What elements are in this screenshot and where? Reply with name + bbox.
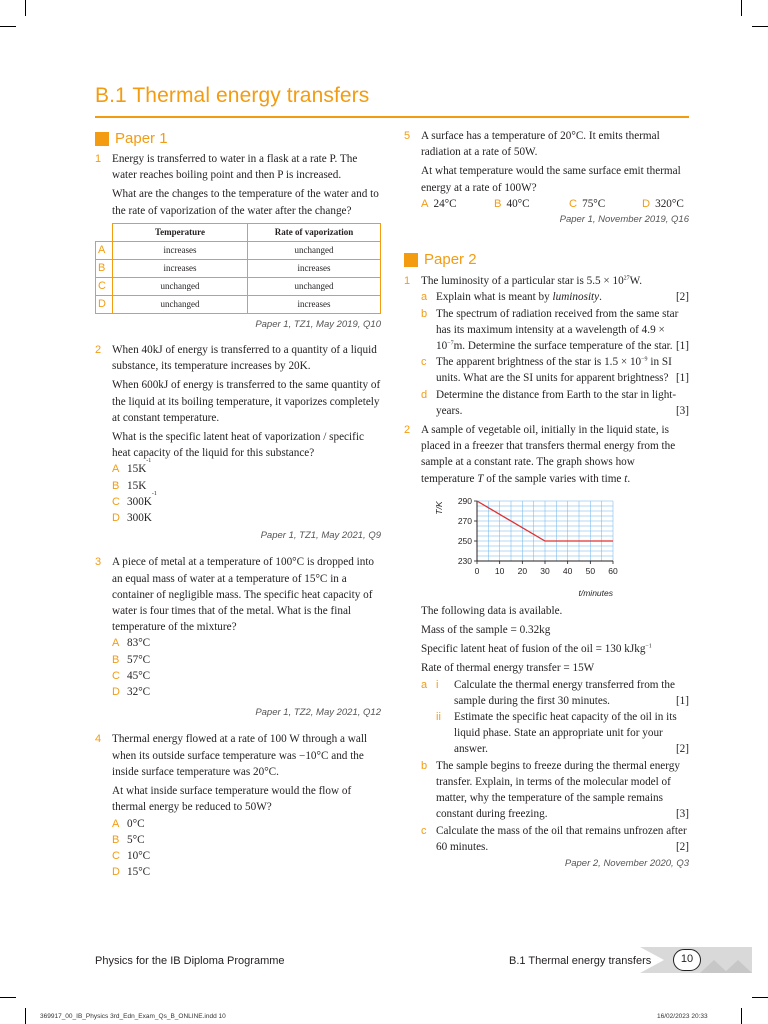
table-header: Rate of vaporization [248, 223, 381, 241]
print-slug-date: 16/02/2023 20:33 [657, 1013, 708, 1020]
y-tick-label: 250 [457, 535, 472, 546]
variable-T: T [477, 472, 484, 485]
superscript: −9 [641, 356, 648, 363]
table-row [96, 295, 381, 313]
sub-question-a-ii [421, 709, 689, 758]
question-source: Paper 2, November 2020, Q3 [564, 857, 689, 869]
option-letter: C [112, 849, 120, 862]
option [112, 848, 381, 864]
question-4 [95, 731, 381, 880]
question-text: At what temperature would the same surface emit thermal energy at a rate of 100W? [421, 165, 681, 194]
option-letter: A [112, 637, 120, 650]
option-text: 57°C [127, 653, 151, 666]
sub-question-b [421, 758, 689, 823]
question-source: Paper 1, TZ2, May 2021, Q12 [255, 707, 381, 719]
option-superscript: -1 [146, 458, 152, 465]
option-letter: B [112, 833, 120, 846]
question-source: Paper 1, November 2019, Q16 [559, 214, 689, 226]
superscript: −1 [645, 643, 652, 650]
option-label: D [96, 295, 113, 313]
question-number: 3 [95, 556, 102, 569]
part-text: The sample begins to freeze during the thermal energy transfer. Explain, in terms of the molecular model of matter, why the temperature of the sample remains constant during freezing. [436, 759, 680, 821]
y-axis-label: T/K [434, 501, 444, 515]
option-text: 24°C [433, 197, 457, 210]
part-roman: i [436, 678, 439, 691]
part-letter: a [421, 678, 428, 691]
paper2-question-2 [404, 422, 689, 872]
option-text: 45°C [127, 669, 151, 682]
table-cell: unchanged [248, 241, 381, 259]
table-cell: unchanged [248, 277, 381, 295]
question-text: At what inside surface temperature would the flow of thermal energy be reduced to 50W? [112, 785, 352, 814]
question-text: What is the specific latent heat of vaporization / specific heat capacity of the liquid for this substance? [112, 431, 364, 460]
part-text: Estimate the specific heat capacity of the oil in its liquid phase. State an appropriate unit for your answer. [454, 711, 677, 756]
table-cell: unchanged [113, 277, 248, 295]
footer-book-title: Physics for the IB Diploma Programme [95, 955, 285, 967]
option [112, 458, 381, 477]
option-label: A [96, 241, 113, 259]
question-5 [404, 128, 689, 212]
option [112, 668, 381, 684]
sub-question-a-i [421, 677, 689, 709]
part-letter: d [421, 388, 428, 401]
sub-question-b [421, 306, 689, 355]
option-text: 300K [127, 495, 152, 508]
option-letter: A [112, 463, 120, 476]
paper2-heading-text: Paper 2 [424, 251, 477, 269]
paper2-heading [404, 249, 689, 271]
question-text-part: of the sample varies with time [483, 472, 625, 485]
marks: [1] [675, 694, 689, 707]
sub-question-d [421, 387, 689, 419]
option-text: 83°C [127, 637, 151, 650]
option-text: 15°C [127, 866, 151, 879]
x-tick-label: 40 [562, 565, 573, 576]
part-letter: a [421, 291, 428, 304]
question-text: A surface has a temperature of 20°C. It emits thermal radiation at a rate of 50W. [421, 130, 660, 159]
x-tick-label: 20 [517, 565, 528, 576]
data-intro: The following data is available. [421, 604, 563, 617]
question-text: When 40kJ of energy is transferred to a quantity of a liquid substance, its temperature increases by 20K. [112, 344, 377, 373]
y-tick-label: 290 [457, 495, 472, 506]
option [112, 635, 381, 651]
question-text [421, 422, 689, 487]
option [112, 510, 381, 526]
question-text-part: A sample of vegetable oil, initially in the liquid state, is placed in a freezer that transfers thermal energy from the sample at a constant rate. The graph shows how temperature [421, 424, 676, 485]
x-tick-label: 60 [608, 565, 618, 576]
question-number: 5 [404, 130, 411, 142]
table-row [96, 277, 381, 295]
table-cell: increases [113, 241, 248, 259]
heading-square-icon [95, 132, 109, 146]
part-letter: b [421, 307, 428, 320]
question-1 [95, 151, 381, 219]
part-text: . [599, 291, 602, 304]
data-line [421, 641, 689, 657]
option [112, 816, 381, 832]
sub-question-c [421, 823, 689, 855]
data-line: Rate of thermal energy transfer = 15W [421, 662, 595, 675]
question-text-part: . [627, 472, 631, 485]
sub-question-c [421, 354, 689, 386]
option-text: 15K [127, 479, 147, 492]
option-letter: D [112, 512, 120, 525]
question-number: 1 [404, 275, 411, 288]
part-text: Calculate the thermal energy transferred from the sample during the first 30 minutes. [454, 678, 675, 707]
option-superscript: -1 [151, 490, 157, 497]
option [112, 490, 381, 510]
question-text: Energy is transferred to water in a flask at a rate P. The water reaches boiling point and then P is increased. [112, 153, 358, 182]
option-text: 10°C [127, 849, 151, 862]
x-tick-label: 10 [494, 565, 505, 576]
question-3 [95, 554, 381, 700]
option-text: 5°C [127, 833, 145, 846]
question-text: Thermal energy flowed at a rate of 100 W through a wall when its outside surface temperature was −10°C and the inside surface temperature was 20°C. [112, 733, 368, 778]
option-letter: C [569, 197, 578, 210]
part-text: in SI units. What are the SI units for apparent brightness? [436, 356, 672, 385]
option-letter: B [112, 479, 120, 492]
page-number: 10 [673, 949, 701, 971]
paper1-heading-text: Paper 1 [115, 129, 168, 147]
part-text: Explain what is meant by [436, 291, 553, 304]
option-text: 0°C [127, 817, 145, 830]
marks: [2] [675, 291, 689, 304]
question-text: When 600kJ of energy is transferred to the same quantity of the liquid at its boiling temperature, it vaporizes completely at constant temperature. [112, 379, 381, 424]
page-title: B.1 Thermal energy transfers [95, 84, 370, 107]
print-slug-filename: 369917_00_IB_Physics 3rd_Edn_Exam_Qs_B_ONLINE.indd 10 [40, 1013, 226, 1020]
option-letter: A [421, 197, 429, 210]
part-text: The spectrum of radiation received from the same star has its maximum intensity at a wavelength of 4.9 × 10 [436, 307, 679, 353]
temperature-time-graph [421, 491, 621, 597]
left-column [95, 128, 381, 880]
superscript: −7 [447, 340, 454, 347]
option-label: B [96, 259, 113, 277]
option-label: C [96, 277, 113, 295]
y-tick-label: 230 [457, 555, 472, 566]
table-cell: unchanged [113, 295, 248, 313]
question-number: 2 [404, 424, 411, 437]
x-tick-label: 0 [474, 565, 480, 576]
question-text: What are the changes to the temperature of the water and to the rate of vaporization of the water after the change? [112, 188, 379, 217]
question-source: Paper 1, TZ1, May 2019, Q10 [255, 318, 381, 330]
intro-text: The luminosity of a particular star is 5.5 × 10 [421, 275, 624, 288]
marks: [2] [675, 743, 689, 756]
part-text: The apparent brightness of the star is 1.5 × 10 [436, 356, 642, 369]
title-rule [95, 116, 689, 118]
part-letter: b [421, 759, 428, 772]
table-cell: increases [248, 259, 381, 277]
option [112, 684, 381, 700]
data-line: Mass of the sample = 0.32kg [421, 624, 551, 637]
marks: [3] [675, 808, 689, 821]
question-source: Paper 1, TZ1, May 2021, Q9 [260, 530, 381, 542]
option-letter: D [112, 866, 120, 879]
question-number: 2 [95, 344, 102, 357]
sub-question-a [421, 289, 689, 305]
right-column [404, 128, 689, 872]
paper1-heading [95, 128, 381, 150]
x-tick-label: 30 [540, 565, 550, 576]
option-text: 40°C [506, 197, 530, 210]
table-cell: increases [248, 295, 381, 313]
part-text: Determine the distance from Earth to the star in light-years. [436, 388, 677, 417]
option-text: 320°C [655, 197, 684, 210]
option [112, 864, 381, 880]
option-letter: C [112, 495, 120, 508]
intro-end: W. [629, 275, 642, 288]
question-number: 1 [95, 153, 102, 165]
table-header-row [96, 223, 381, 241]
heading-square-icon [404, 253, 418, 267]
paper2-question-1 [404, 273, 689, 419]
table-row [96, 259, 381, 277]
option-text: 32°C [127, 686, 151, 699]
variable-t: t [624, 472, 628, 485]
table-cell: increases [113, 259, 248, 277]
question-text [421, 273, 689, 289]
option-row [421, 196, 689, 212]
option-letter: A [112, 817, 120, 830]
marks: [3] [675, 404, 689, 417]
option-letter: C [112, 669, 120, 682]
option-text: 75°C [582, 197, 606, 210]
x-tick-label: 50 [585, 565, 596, 576]
question-2 [95, 342, 381, 526]
part-emphasis: luminosity [552, 291, 600, 304]
data-text: Specific latent heat of fusion of the oil = 130 kJkg [421, 643, 646, 656]
answer-table [95, 223, 381, 314]
option-text: 15K [127, 463, 147, 476]
part-letter: c [421, 356, 427, 369]
footer-chapter-title: B.1 Thermal energy transfers [509, 955, 652, 967]
question-number: 4 [95, 733, 102, 746]
option [112, 652, 381, 668]
marks: [1] [675, 340, 689, 353]
part-roman: ii [436, 711, 441, 724]
table-row [96, 241, 381, 259]
question-text: A piece of metal at a temperature of 100°C is dropped into an equal mass of water at a temperature of 15°C in a container of negligible mass. The specific heat capacity of water is four times that of the metal. What is the final temperature of the mixture? [112, 556, 375, 634]
superscript: 27 [623, 275, 630, 282]
marks: [1] [675, 372, 689, 385]
option-letter: D [642, 197, 651, 210]
option-letter: D [112, 686, 120, 699]
option-letter: B [494, 197, 502, 210]
option-text: 300K [127, 512, 152, 525]
part-text: Calculate the mass of the oil that remains unfrozen after 60 minutes. [436, 824, 687, 853]
option [112, 832, 381, 848]
y-tick-label: 270 [457, 515, 472, 526]
part-letter: c [421, 824, 427, 837]
part-text: m. Determine the surface temperature of the star. [453, 340, 673, 353]
table-header: Temperature [113, 223, 248, 241]
chart-grid [477, 501, 613, 561]
x-axis-label: t/minutes [578, 587, 613, 597]
marks: [2] [675, 840, 689, 853]
option-letter: B [112, 653, 120, 666]
